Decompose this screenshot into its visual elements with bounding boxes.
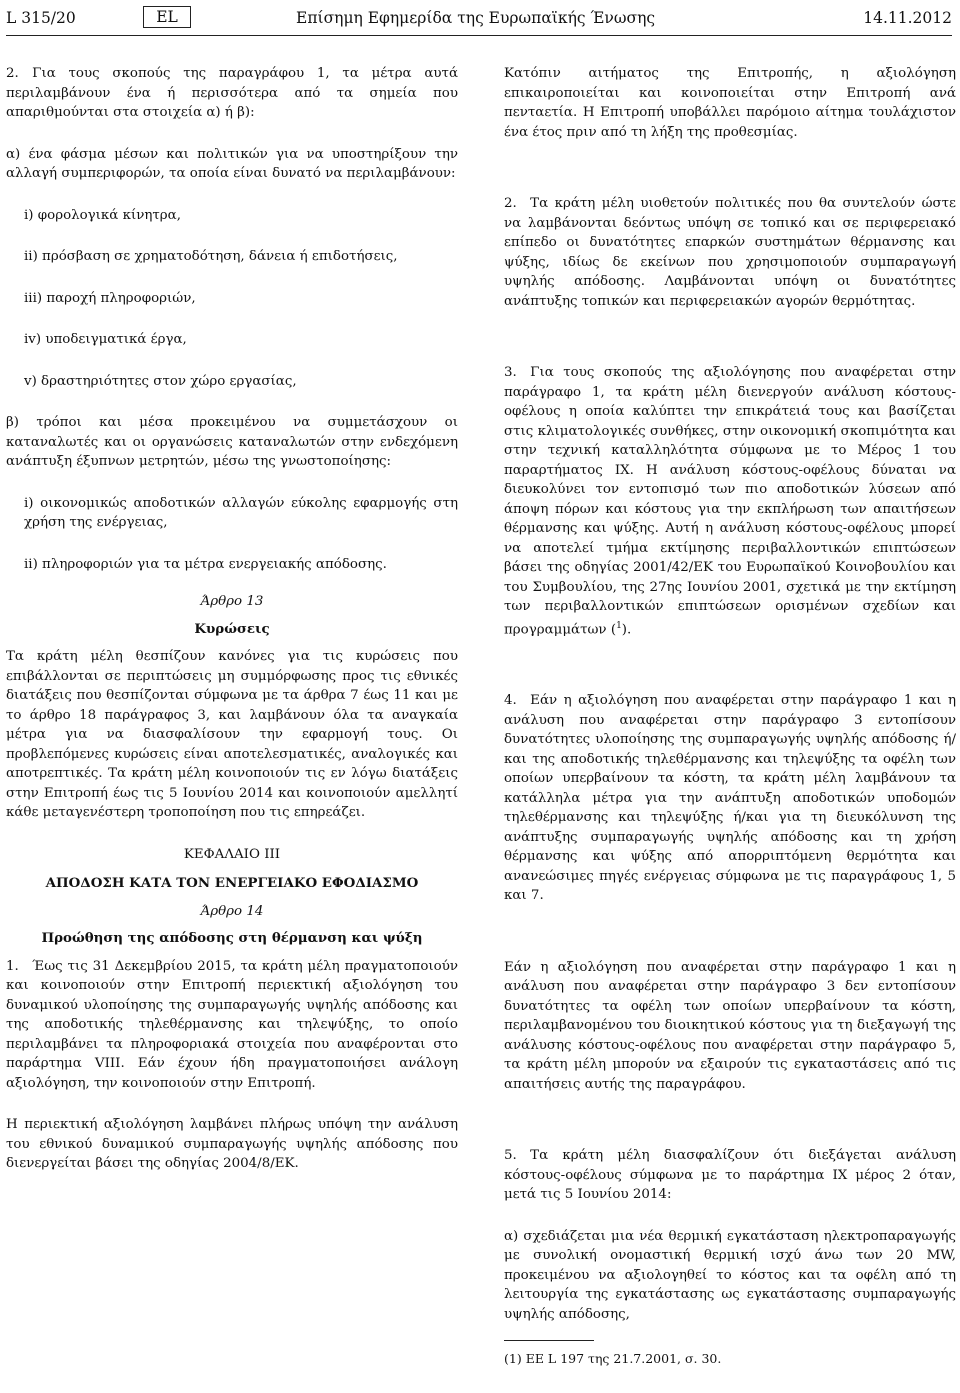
left-column — [6, 64, 458, 1174]
article-14-number: Άρθρο 14 — [200, 903, 264, 919]
footnote — [504, 1349, 956, 1369]
issue-date: 14.11.2012 — [863, 9, 952, 27]
article-14-paragraph-1: 1. Έως τις 31 Δεκεμβρίου 2015, τα κράτη μέλη πραγματοποιούν και κοινοποιούν στην Επιτροπή περιεκτική αξιολόγηση του δυναμικού υλοποίησης της συμπαραγωγής υψηλής απόδοσης και της αποδοτικής τηλεθέρμανσης και τηλεψύξης, το οποίο περιλαμβάνει τα πληροφοριακά στοιχεία που αναφέρονται στο παράρτημα VIII. Εάν έχουν ήδη πραγματοποιήσει ανάλογη αξιολόγηση, την κοινοποιούν στην Επιτροπή. — [6, 958, 458, 1091]
point-a-iii: iii) παροχή πληροφοριών, — [24, 290, 196, 306]
point-b-intro: β) τρόποι και μέσα προκειμένου να συμμετάσχουν οι καταναλωτές και οι οργανώσεις καταναλωτών στην ενδεχόμενη ανάπτυξη έξυπνων μετρητών, μέσω της γνωστοποίησης: — [6, 415, 458, 469]
article-14-title: Προώθηση της απόδοσης στη θέρμανση και ψύξη — [41, 930, 423, 946]
chapter-number: ΚΕΦΑΛΑΙΟ III — [183, 846, 281, 862]
point-a-ii: ii) πρόσβαση σε χρηματοδότηση, δάνεια ή επιδοτήσεις, — [24, 249, 398, 264]
article-14-paragraph-3: 3. Για τους σκοπούς της αξιολόγησης που αναφέρεται στην παράγραφο 1, τα κράτη μέλη διενεργούν ανάλυση κόστους-οφέλους η οποία καλύπτει την επικράτειά τους και βασίζεται στις κλιματολογικές συνθήκες, στην οικονομική σκοπιμότητα και στην τεχνική καταλληλότητα σύμφωνα με το Μέρος 1 του παραρτήματος IX. Η ανάλυση κόστους-οφέλους δύναται να διευκολύνει τον εντοπισμό των πιο αποδοτικών λύσεων από άποψη πόρων και κόστους για την εκπλήρωση των απαιτήσεων θέρμανσης και ψύξης. Αυτή η ανάλυση κόστους-οφέλους μπορεί να αποτελεί τμήμα εκτίμησης περιβαλλοντικών επιπτώσεων βάσει της οδηγίας 2001/42/ΕΚ του Ευρωπαϊκού Κοινοβουλίου και του Συμβουλίου, της 27ης Ιουνίου 2001, σχετικά με την εκτίμηση των περιβαλλοντικών επιπτώσεων ορισμένων σχεδίων και προγραμμάτων ($^1$). — [504, 365, 956, 637]
point-b-i: i) οικονομικώς αποδοτικών αλλαγών εύκολης εφαρμογής στη χρήση της ενέργειας, — [24, 495, 458, 530]
article-13-text: Τα κράτη μέλη θεσπίζουν κανόνες για τις κυρώσεις που επιβάλλονται σε περιπτώσεις μη συμμόρφωσης προς τις εθνικές διατάξεις που θεσπίζονται σύμφωνα με τα άρθρα 7 έως 11 και με το άρθρο 18 παράγραφος 3, και λαμβάνουν όλα τα αναγκαία μέτρα για να διασφαλίσουν την εφαρμογή τους. Οι προβλεπόμενες κυρώσεις είναι αποτελεσματικές, αναλογικές και αποτρεπτικές. Τα κράτη μέλη κοινοποιούν τις εν λόγω διατάξεις στην Επιτροπή έως τις 5 Ιουνίου 2014 και κοινοποιούν αμελλητί κάθε μεταγενέστερη τροποποίηση που τις επηρεάζει. — [6, 649, 458, 820]
article-13-number: Άρθρο 13 — [200, 594, 264, 609]
footnote-reference: 1 — [616, 620, 622, 631]
language-badge: EL — [143, 6, 191, 28]
footnote-mark: (1) — [504, 1351, 522, 1367]
right-column — [504, 64, 956, 1369]
chapter-title: ΑΠΟΔΟΣΗ ΚΑΤΑ ΤΟΝ ΕΝΕΡΓΕΙΑΚΟ ΕΦΟΔΙΑΣΜΟ — [45, 875, 419, 891]
article-14-paragraph-5: 5. Τα κράτη μέλη διασφαλίζουν ότι διεξάγεται ανάλυση κόστους-οφέλους σύμφωνα με το παράρτημα IX μέρος 2 όταν, μετά τις 5 Ιουνίου 2014: — [504, 1148, 956, 1203]
point-a-intro: α) ένα φάσμα μέσων και πολιτικών για να υποστηρίξουν την αλλαγή συμπεριφορών, τα οποία είναι δυνατό να περιλαμβάνουν: — [6, 146, 458, 181]
page-header — [6, 6, 952, 32]
article-14-paragraph-1-continued: Η περιεκτική αξιολόγηση λαμβάνει πλήρως υπόψη την ανάλυση του εθνικού δυναμικού συμπαραγωγής υψηλής απόδοσης που διενεργείται βάσει της οδηγίας 2004/8/ΕΚ. — [6, 1117, 458, 1171]
paragraph-2-intro: 2. Για τους σκοπούς της παραγράφου 1, τα μέτρα αυτά περιλαμβάνουν ένα ή περισσότερα από τα σημεία που απαριθμούνται στα στοιχεία α) ή β): — [6, 66, 458, 120]
point-b-ii: ii) πληροφοριών για τα μέτρα ενεργειακής απόδοσης. — [24, 556, 387, 572]
paragraph-5-point-a: α) σχεδιάζεται μια νέα θερμική εγκατάσταση ηλεκτροπαραγωγής με συνολική ονομαστική θερμική ισχύ άνω των 20 MW, προκειμένου να αξιολογηθεί το κόστος και τα οφέλη από τη λειτουργία της εγκατάστασης ως εγκατάστασης συμπαραγωγής υψηλής απόδοσης, — [504, 1228, 956, 1322]
header-rule — [6, 35, 952, 36]
article-14-paragraph-2: 2. Τα κράτη μέλη υιοθετούν πολιτικές που θα συντελούν ώστε να λαμβάνονται δεόντως υπόψη σε τοπικό και σε περιφερειακό επίπεδο οι δυνατότητες επαρκών συστημάτων θέρμανσης και ψύξης, ιδίως δε εκείνων που χρησιμοποιούν συμπαραγωγή υψηλής απόδοσης. Λαμβάνονται υπόψη οι δυνατότητες ανάπτυξης τοπικών και περιφερειακών αγορών θερμότητας. — [504, 196, 956, 309]
article-14-paragraph-4: 4. Εάν η αξιολόγηση που αναφέρεται στην παράγραφο 1 και η ανάλυση που αναφέρεται στην παράγραφο 3 εντοπίσουν δυνατότητες υλοποίησης της συμπαραγωγής υψηλής απόδοσης ή/και της αποδοτικής τηλεθέρμανσης και τηλεψύξης τα οφέλη των οποίων υπερβαίνουν τα κόστη, τα κράτη μέλη λαμβάνουν τα κατάλληλα μέτρα για την ανάπτυξη αποδοτικών υποδομών τηλεθέρμανσης και τηλεψύξης ή/και για τη διευκόλυνση της ανάπτυξης συμπαραγωγής υψηλής απόδοσης και τη χρήση θέρμανσης και ψύξης από απορριπτόμενη θερμότητα και ανανεώσιμες πηγές ενέργειας σύμφωνα με τις παραγράφους 1, 5 και 7. — [504, 693, 956, 904]
point-a-iv: iv) υποδειγματικά έργα, — [24, 332, 187, 347]
footnote-text: ΕΕ L 197 της 21.7.2001, σ. 30. — [525, 1351, 722, 1367]
point-a-v: v) δραστηριότητες στον χώρο εργασίας, — [24, 373, 297, 389]
page-reference: L 315/20 — [6, 9, 76, 27]
article-13-title: Κυρώσεις — [194, 620, 270, 637]
journal-title: Επίσημη Εφημερίδα της Ευρωπαϊκής Ένωσης — [296, 9, 656, 27]
point-a-i: i) φορολογικά κίνητρα, — [24, 207, 181, 223]
article-14-paragraph-4-continued: Εάν η αξιολόγηση που αναφέρεται στην παράγραφο 1 και η ανάλυση που αναφέρεται στην παράγραφο 3 δεν εντοπίσουν δυνατότητες τα οφέλη των οποίων υπερβαίνουν τα κόστη, περιλαμβανομένου του διοικητικού κόστους για τη διεξαγωγή της ανάλυσης κόστους-οφέλους που αναφέρεται στην παράγραφο 5, τα κράτη μέλη μπορούν να εξαιρούν τις εγκαταστάσεις από τις απαιτήσεις αυτής της παραγράφου. — [504, 959, 956, 1092]
footnote-rule — [504, 1340, 594, 1341]
paragraph-1-continuation: Κατόπιν αιτήματος της Επιτροπής, η αξιολόγηση επικαιροποιείται και κοινοποιείται στην Επιτροπή ανά πενταετία. Η Επιτροπή υποβάλλει παρόμοιο αίτημα τουλάχιστον ένα έτος πριν από τη λήξη της προθεσμίας. — [504, 66, 956, 140]
